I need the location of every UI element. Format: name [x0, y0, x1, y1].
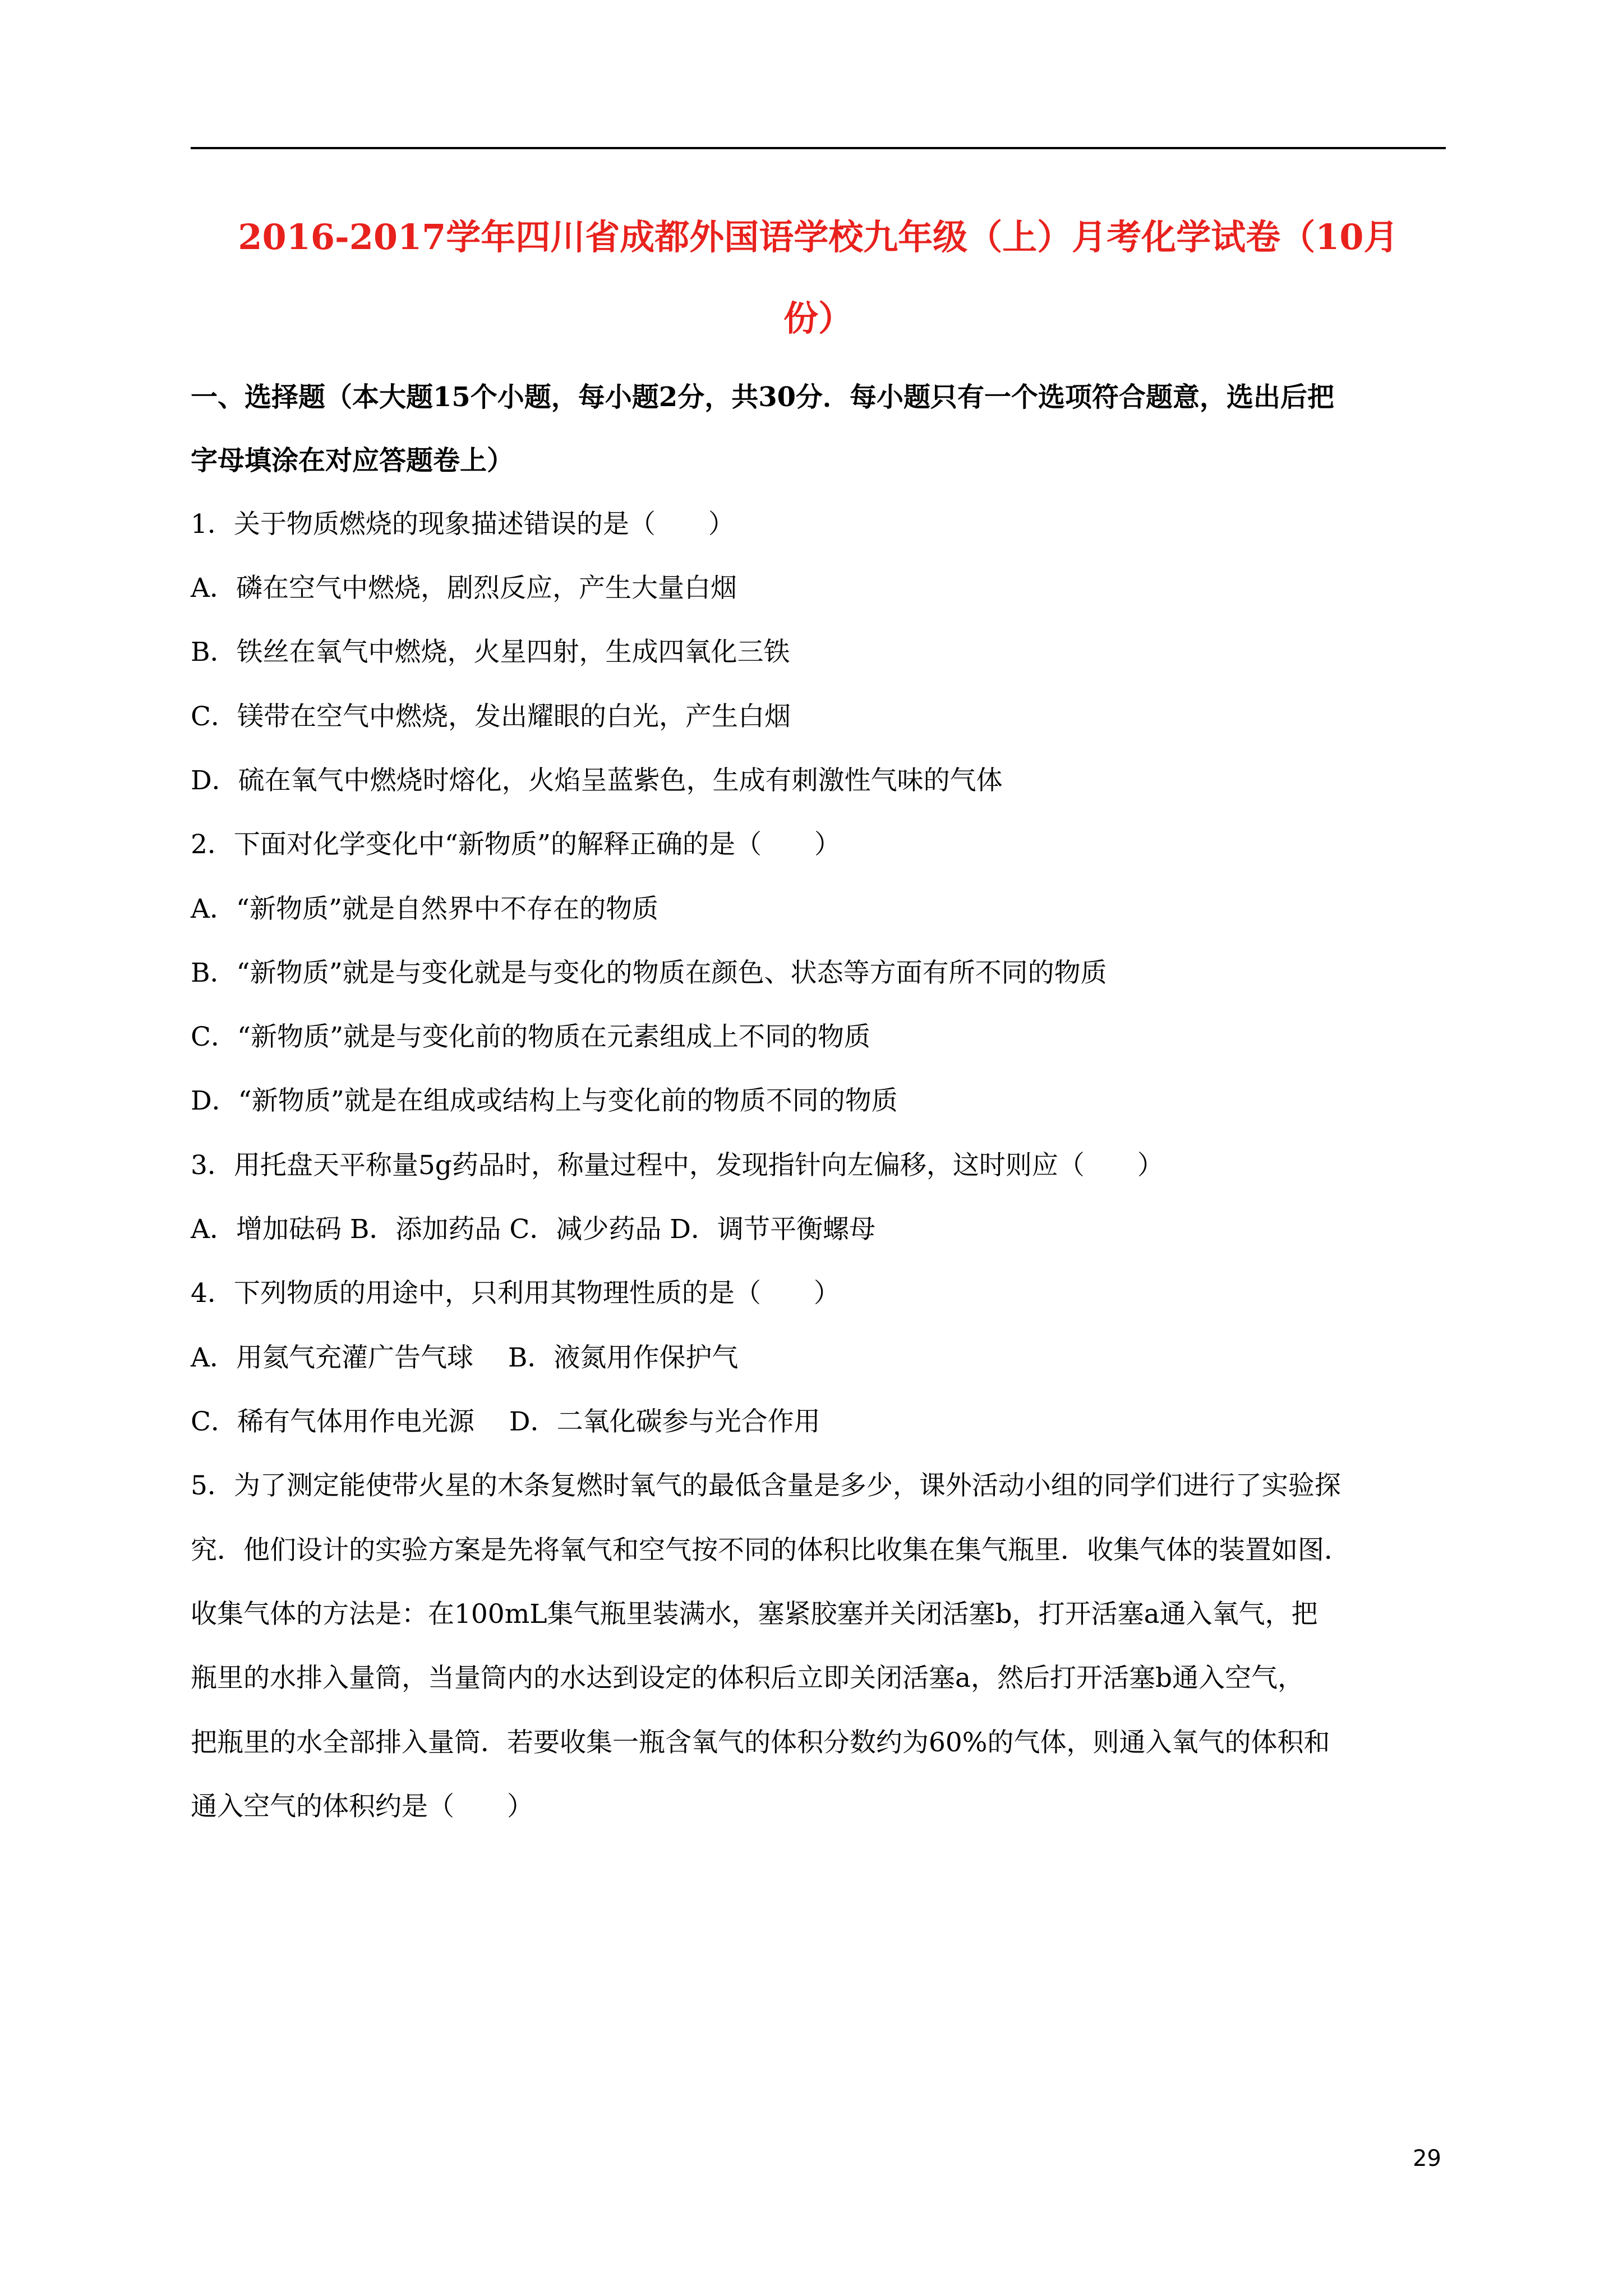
question-5-stem-line-5: 把瓶里的水全部排入量筒．若要收集一瓶含氧气的体积分数约为60%的气体，则通入氧气的体积和 — [191, 1727, 1330, 1758]
header-rule — [191, 147, 1446, 149]
question-3-stem: 3．用托盘天平称量5g药品时，称量过程中，发现指针向左偏移，这时则应（ ） — [191, 1150, 1164, 1181]
question-1-option-a: A．磷在空气中燃烧，剧烈反应，产生大量白烟 — [191, 573, 737, 604]
question-1-stem: 1．关于物质燃烧的现象描述错误的是（ ） — [191, 509, 735, 540]
question-5-stem-line-3: 收集气体的方法是：在100mL集气瓶里装满水，塞紧胶塞并关闭活塞b，打开活塞a通入氧气，把 — [191, 1599, 1318, 1630]
question-1-option-b: B．铁丝在氧气中燃烧，火星四射，生成四氧化三铁 — [191, 637, 790, 668]
question-2-option-d: D．“新物质”就是在组成或结构上与变化前的物质不同的物质 — [191, 1085, 898, 1116]
question-1-option-c: C．镁带在空气中燃烧，发出耀眼的白光，产生白烟 — [191, 701, 791, 732]
question-4-options-cd: C．稀有气体用作电光源 D．二氧化碳参与光合作用 — [191, 1406, 820, 1437]
question-2-option-b: B．“新物质”就是与变化就是与变化的物质在颜色、状态等方面有所不同的物质 — [191, 958, 1107, 988]
question-5-stem-line-2: 究．他们设计的实验方案是先将氧气和空气按不同的体积比收集在集气瓶里．收集气体的装置如图． — [191, 1535, 1350, 1566]
page-number: 29 — [1413, 2146, 1441, 2171]
section-heading-line-1: 一、选择题（本大题15个小题，每小题2分，共30分．每小题只有一个选项符合题意，选出后把 — [191, 381, 1334, 413]
section-heading-line-2: 字母填涂在对应答题卷上） — [191, 445, 514, 476]
exam-title-line-2: 份） — [783, 298, 853, 339]
question-5-stem-line-1: 5．为了测定能使带火星的木条复燃时氧气的最低含量是多少，课外活动小组的同学们进行了实验探 — [191, 1470, 1341, 1501]
exam-title-line-1: 2016-2017学年四川省成都外国语学校九年级（上）月考化学试卷（10月 — [238, 217, 1399, 257]
question-2-stem: 2．下面对化学变化中“新物质”的解释正确的是（ ） — [191, 829, 841, 860]
question-3-options: A．增加砝码 B．添加药品 C．减少药品 D．调节平衡螺母 — [191, 1214, 875, 1245]
question-4-stem: 4．下列物质的用途中，只利用其物理性质的是（ ） — [191, 1278, 840, 1309]
question-4-options-ab: A．用氦气充灌广告气球 B．液氮用作保护气 — [191, 1342, 739, 1373]
question-2-option-a: A．“新物质”就是自然界中不存在的物质 — [191, 894, 658, 924]
question-5-stem-line-6: 通入空气的体积约是（ ） — [191, 1791, 533, 1822]
question-5-stem-line-4: 瓶里的水排入量筒，当量筒内的水达到设定的体积后立即关闭活塞a，然后打开活塞b通入空气， — [191, 1663, 1304, 1694]
question-2-option-c: C．“新物质”就是与变化前的物质在元素组成上不同的物质 — [191, 1022, 871, 1052]
question-1-option-d: D．硫在氧气中燃烧时熔化，火焰呈蓝紫色，生成有刺激性气味的气体 — [191, 765, 1003, 796]
